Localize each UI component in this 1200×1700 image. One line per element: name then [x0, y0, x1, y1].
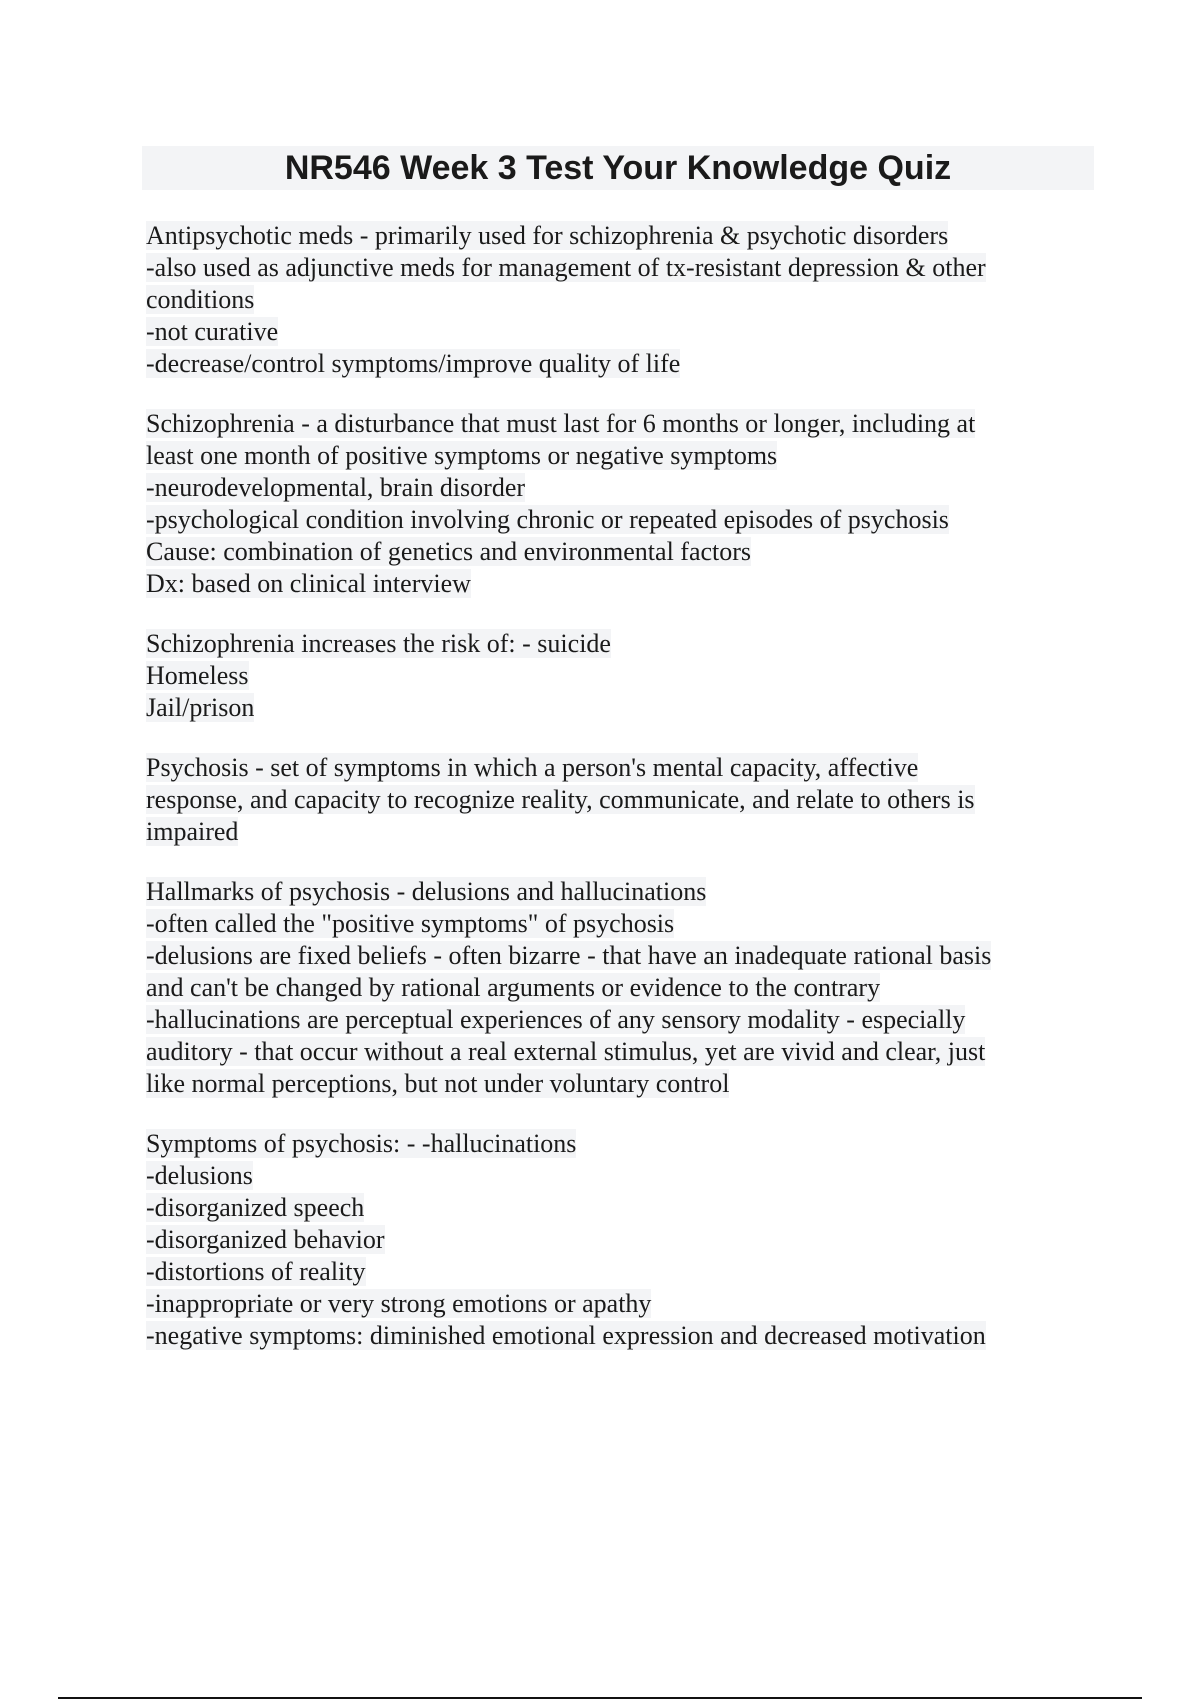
- line-text: conditions: [146, 285, 255, 314]
- line-text: Hallmarks of psychosis - delusions and hallucinations: [146, 877, 707, 906]
- line-text: like normal perceptions, but not under voluntary control: [146, 1069, 730, 1098]
- line-text: -hallucinations are perceptual experiences of any sensory modality - especially: [146, 1005, 966, 1034]
- line-text: -often called the "positive symptoms" of psychosis: [146, 909, 675, 938]
- line-text: -distortions of reality: [146, 1257, 366, 1286]
- text-line: [146, 1160, 1076, 1192]
- text-line: [146, 660, 1076, 692]
- text-line: [146, 408, 1076, 440]
- line-text: Symptoms of psychosis: - -hallucinations: [146, 1129, 577, 1158]
- text-line: [146, 1068, 1076, 1100]
- text-line: [146, 1192, 1076, 1224]
- line-text: -neurodevelopmental, brain disorder: [146, 473, 526, 502]
- text-line: [146, 348, 1076, 380]
- text-line: [146, 284, 1076, 316]
- section-schizophrenia-risks: [146, 628, 1076, 724]
- section-symptoms-of-psychosis: [146, 1128, 1076, 1352]
- document-body: [146, 220, 1076, 1380]
- title-bar: [142, 146, 1094, 190]
- section-antipsychotic-meds: [146, 220, 1076, 380]
- text-line: [146, 628, 1076, 660]
- text-line: [146, 1128, 1076, 1160]
- line-text: Antipsychotic meds - primarily used for schizophrenia & psychotic disorders: [146, 221, 949, 250]
- text-line: [146, 752, 1076, 784]
- line-text: -disorganized speech: [146, 1193, 365, 1222]
- line-text: -disorganized behavior: [146, 1225, 385, 1254]
- text-line: [146, 220, 1076, 252]
- text-line: [146, 1288, 1076, 1320]
- line-text: Homeless: [146, 661, 249, 690]
- text-line: [146, 816, 1076, 848]
- text-line: [146, 940, 1076, 972]
- line-text: Schizophrenia increases the risk of: - suicide: [146, 629, 611, 658]
- line-text: Psychosis - set of symptoms in which a person's mental capacity, affective: [146, 753, 919, 782]
- text-line: [146, 1320, 1076, 1352]
- text-line: [146, 1004, 1076, 1036]
- page-bottom-rule: [58, 1697, 1142, 1699]
- line-text: Cause: combination of genetics and environmental factors: [146, 537, 752, 566]
- line-text: -delusions are fixed beliefs - often bizarre - that have an inadequate rational basis: [146, 941, 992, 970]
- line-text: -decrease/control symptoms/improve quality of life: [146, 349, 681, 378]
- text-line: [146, 1036, 1076, 1068]
- line-text: least one month of positive symptoms or negative symptoms: [146, 441, 778, 470]
- text-line: [146, 1256, 1076, 1288]
- line-text: -negative symptoms: diminished emotional expression and decreased motivation: [146, 1321, 986, 1350]
- text-line: [146, 504, 1076, 536]
- line-text: response, and capacity to recognize reality, communicate, and relate to others is: [146, 785, 975, 814]
- text-line: [146, 1224, 1076, 1256]
- text-line: [146, 692, 1076, 724]
- text-line: [146, 252, 1076, 284]
- text-line: [146, 568, 1076, 600]
- line-text: -not curative: [146, 317, 279, 346]
- line-text: Schizophrenia - a disturbance that must last for 6 months or longer, including at: [146, 409, 976, 438]
- text-line: [146, 536, 1076, 568]
- line-text: -psychological condition involving chronic or repeated episodes of psychosis: [146, 505, 949, 534]
- text-line: [146, 972, 1076, 1004]
- line-text: and can't be changed by rational arguments or evidence to the contrary: [146, 973, 881, 1002]
- line-text: -also used as adjunctive meds for management of tx-resistant depression & other: [146, 253, 986, 282]
- section-schizophrenia: [146, 408, 1076, 600]
- text-line: [146, 876, 1076, 908]
- text-line: [146, 316, 1076, 348]
- section-psychosis: [146, 752, 1076, 848]
- document-title: NR546 Week 3 Test Your Knowledge Quiz: [284, 149, 952, 187]
- line-text: Dx: based on clinical interview: [146, 569, 471, 598]
- line-text: impaired: [146, 817, 239, 846]
- text-line: [146, 472, 1076, 504]
- text-line: [146, 908, 1076, 940]
- line-text: -delusions: [146, 1161, 253, 1190]
- text-line: [146, 784, 1076, 816]
- line-text: auditory - that occur without a real external stimulus, yet are vivid and clear, just: [146, 1037, 986, 1066]
- section-hallmarks-of-psychosis: [146, 876, 1076, 1100]
- text-line: [146, 440, 1076, 472]
- line-text: -inappropriate or very strong emotions or apathy: [146, 1289, 652, 1318]
- line-text: Jail/prison: [146, 693, 255, 722]
